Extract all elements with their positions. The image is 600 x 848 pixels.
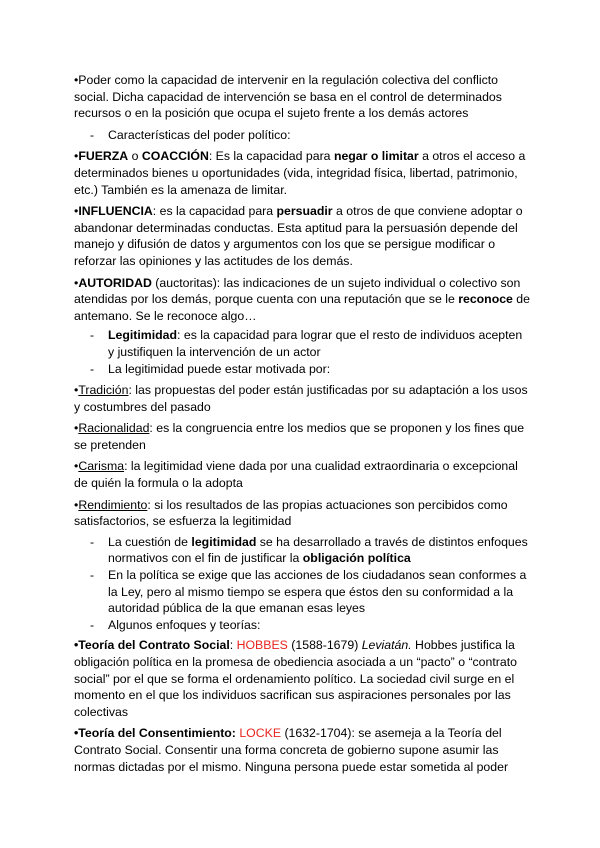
list-item: - En la política se exige que las acciones de los ciudadanos sean conformes a la Ley, pero al mismo tiempo se espera que éstos den su conformidad a la autoridad pública de la que emanan esas leyes: [74, 567, 530, 617]
term-persuadir: persuadir: [276, 204, 333, 219]
work-leviatan: Leviatán.: [361, 638, 412, 653]
paragraph-contrato-social: •Teoría del Contrato Social: HOBBES (1588-1679) Leviatán. Hobbes justifica la obligación política en la promesa de obediencia asociada a un “pacto” o “contrato social” por el que se forma el ordenamiento político. La sociedad civil surge en el momento en el que los individuos sacrifican sus aspiraciones personales por las colectivas: [74, 638, 517, 719]
term-tradicion: Tradición: [78, 383, 129, 398]
list-item: - La legitimidad puede estar motivada por:: [74, 361, 530, 378]
author-locke: LOCKE: [239, 726, 282, 741]
paragraph-poder: •Poder como la capacidad de intervenir en la regulación colectiva del conflicto social. Dicha capacidad de intervención se basa en el control de determinados recursos o en la posición que ocupa el sujeto frente a los demás actores: [74, 73, 502, 121]
paragraph-racionalidad: •Racionalidad: es la congruencia entre los medios que se proponen y los fines que se pretenden: [74, 421, 525, 452]
paragraph-tradicion: •Tradición: las propuestas del poder están justificadas por su adaptación a los usos y costumbres del pasado: [74, 383, 528, 414]
list-enfoques: [74, 534, 530, 634]
term-autoridad: AUTORIDAD: [78, 275, 152, 290]
paragraph-carisma: •Carisma: la legitimidad viene dada por una cualidad extraordinaria o excepcional de quién la formula o la adopta: [74, 459, 518, 491]
term-racionalidad: Racionalidad: [78, 421, 150, 436]
paragraph-autoridad: •AUTORIDAD (auctoritas): las indicaciones de un sujeto individual o colectivo son atendidas por los demás, porque cuenta con una reputación que se le reconoce de antemano. Se le reconoce algo…: [74, 275, 530, 323]
list-item: - Legitimidad: es la capacidad para lograr que el resto de individuos acepten y justifiquen la intervención de un actor: [74, 327, 530, 360]
list-item: - Características del poder político:: [74, 127, 530, 144]
term-obligacion-politica: obligación política: [302, 551, 411, 566]
term-legitimidad-2: legitimidad: [191, 534, 257, 549]
term-reconoce: reconoce: [458, 292, 513, 307]
list-item: - Algunos enfoques y teorías:: [74, 617, 530, 634]
list-caracteristicas: [74, 127, 530, 144]
term-coaccion: COACCIÓN: [141, 149, 209, 164]
list-item: - La cuestión de legitimidad se ha desarrollado a través de distintos enfoques normativos con el fin de justificar la obligación política: [74, 534, 530, 567]
term-influencia: INFLUENCIA: [78, 204, 153, 219]
paragraph-fuerza: •FUERZA o COACCIÓN: Es la capacidad para negar o limitar a otros el acceso a determinados bienes u oportunidades (vida, integridad física, libertad, patrimonio, etc.) También es la amenaza de limitar.: [74, 149, 526, 197]
heading-contrato-social: •Teoría del Contrato Social: [74, 638, 230, 653]
term-fuerza: FUERZA: [78, 149, 129, 164]
list-legitimidad: [74, 327, 530, 377]
paragraph-consentimiento: •Teoría del Consentimiento: LOCKE (1632-1704): se asemeja a la Teoría del Contrato Social. Consentir una forma concreta de gobierno supone asumir las normas dictadas por el mismo. Ninguna persona puede estar sometida al poder: [74, 726, 509, 774]
document-body: [74, 72, 530, 780]
paragraph-rendimiento: •Rendimiento: si los resultados de las propias actuaciones son percibidos como satisfactorios, se esfuerza la legitimidad: [74, 497, 508, 529]
paragraph-influencia: •INFLUENCIA: es la capacidad para persuadir a otros de que conviene adoptar o abandonar determinadas conductas. Esta aptitud para la persuasión depende del manejo y difusión de datos y argumentos con los que se persigue modificar o reforzar las opiniones y las actitudes de los demás.: [74, 204, 523, 268]
term-carisma: Carisma: [78, 459, 125, 474]
term-rendimiento: Rendimiento: [78, 497, 148, 512]
term-legitimidad: Legitimidad: [108, 328, 178, 343]
author-hobbes: HOBBES: [236, 638, 288, 653]
term-negar-limitar: negar o limitar: [333, 149, 419, 164]
heading-consentimiento: •Teoría del Consentimiento:: [74, 726, 236, 741]
